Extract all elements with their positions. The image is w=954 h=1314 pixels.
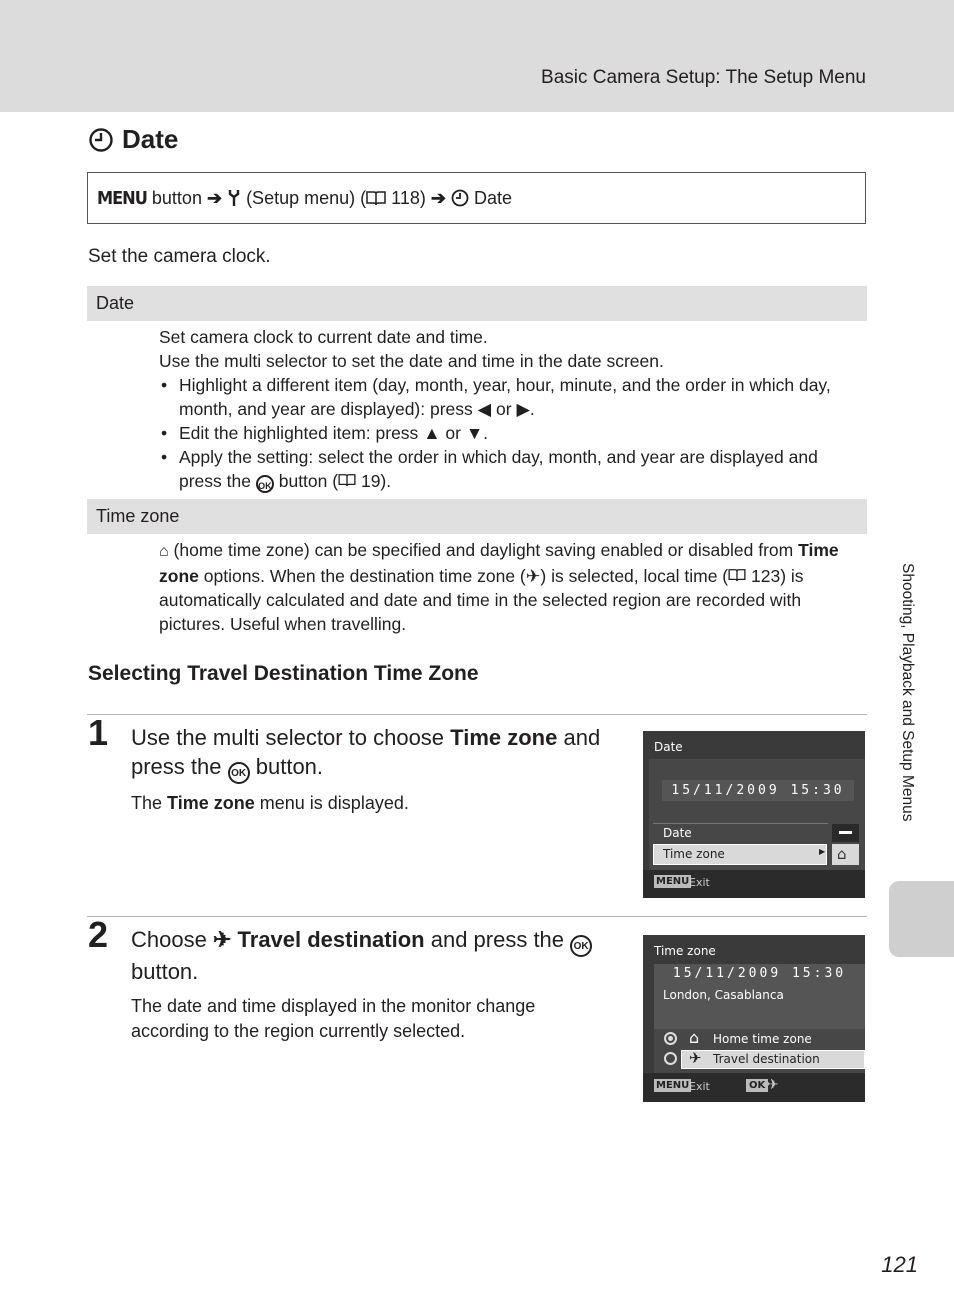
ok-button-icon: OK bbox=[256, 475, 274, 493]
clock-icon bbox=[88, 127, 114, 153]
screen1-home-badge bbox=[832, 844, 859, 865]
bullet1-or: or bbox=[496, 399, 512, 419]
step1-desc-b: menu is displayed. bbox=[259, 793, 409, 813]
home-icon: ⌂ bbox=[159, 543, 169, 560]
date-line-2: Use the multi selector to set the date and time in the date screen. bbox=[159, 351, 664, 371]
triangle-left-icon: ◀ bbox=[477, 399, 492, 419]
book-reference-icon-2 bbox=[338, 473, 356, 487]
screen2-exit: Exit bbox=[689, 1080, 710, 1093]
menu-button-icon: MENU bbox=[97, 187, 147, 209]
radio-unselected-icon bbox=[664, 1052, 677, 1065]
step1-desc-a: The bbox=[131, 793, 163, 813]
tz-text-5: 123) is automatically calculated and date and time in the selected region are recorded with pictures. Useful when travelling. bbox=[159, 566, 804, 634]
screen1-row-date: Date bbox=[663, 826, 692, 840]
section-heading-date: Date bbox=[87, 286, 867, 321]
bullet3-text: Apply the setting: select the order in which day, month, and year are displayed and press the bbox=[179, 447, 818, 491]
step-1-title bbox=[131, 723, 611, 784]
intro-text: Set the camera clock. bbox=[88, 246, 271, 267]
nav-text-2: (Setup menu) ( bbox=[246, 187, 367, 208]
ok-button-icon-2: OK bbox=[228, 762, 250, 784]
bullet2-or: or bbox=[445, 423, 461, 443]
step2-title-a: Choose bbox=[131, 927, 207, 952]
screen1-exit: Exit bbox=[689, 876, 710, 889]
screen2-datetime: 15/11/2009 15:30 bbox=[672, 966, 847, 981]
airplane-icon-screen2: ✈ bbox=[689, 1049, 702, 1067]
screen1-arrow-icon: ▶ bbox=[819, 847, 826, 856]
ok-key-icon: OK bbox=[746, 1079, 768, 1092]
camera-screen-time-zone bbox=[643, 935, 865, 1102]
step2-title-b: and press the bbox=[430, 927, 565, 952]
menu-path-box bbox=[87, 172, 866, 224]
running-head: Basic Camera Setup: The Setup Menu bbox=[541, 67, 866, 88]
screen2-option-home: Home time zone bbox=[713, 1032, 812, 1046]
radio-selected-icon bbox=[664, 1032, 677, 1045]
step-2-number: 2 bbox=[88, 914, 109, 955]
bullet2-text: Edit the highlighted item: press bbox=[179, 423, 419, 443]
home-icon-screen2: ⌂ bbox=[689, 1028, 700, 1047]
side-tab-text: Shooting, Playback and Setup Menus bbox=[899, 563, 916, 822]
menu-key-icon: MENU bbox=[656, 876, 690, 887]
arrow-right-icon: ➔ bbox=[206, 187, 223, 208]
nav-text-1: button bbox=[151, 187, 202, 208]
step1-title-c: button. bbox=[255, 754, 324, 779]
step1-title-a: Use the multi selector to choose bbox=[131, 725, 445, 750]
nav-text-3: 118) bbox=[391, 187, 426, 208]
screen2-option-travel: Travel destination bbox=[713, 1052, 820, 1066]
airplane-icon-2: ✈ bbox=[212, 927, 232, 952]
tz-text-4: ) is selected, local time ( bbox=[540, 566, 729, 586]
triangle-right-icon: ▶ bbox=[516, 399, 530, 419]
book-reference-icon bbox=[366, 190, 386, 206]
triangle-up-icon: ▲ bbox=[423, 423, 441, 443]
screen1-row-time-zone: Time zone bbox=[663, 847, 725, 861]
step-2-title bbox=[131, 925, 611, 986]
nav-text-4: Date bbox=[473, 187, 512, 208]
step1-desc-bold: Time zone bbox=[167, 793, 255, 813]
section-side-tab bbox=[889, 881, 954, 957]
menu-key-icon-2: MENU bbox=[656, 1080, 690, 1091]
step1-title-b: and press the bbox=[131, 725, 601, 779]
screen2-city: London, Casablanca bbox=[663, 988, 784, 1002]
subheading: Selecting Travel Destination Time Zone bbox=[88, 662, 479, 685]
date-line-1: Set camera clock to current date and time. bbox=[159, 327, 488, 347]
step-1-desc bbox=[131, 791, 601, 816]
airplane-icon-footer: ✈ bbox=[767, 1077, 779, 1093]
page-title-row bbox=[88, 124, 178, 155]
page-title: Date bbox=[122, 124, 179, 154]
airplane-icon: ✈ bbox=[525, 566, 541, 586]
tz-text-1: (home time zone) can be specified and daylight saving enabled or disabled from bbox=[173, 540, 794, 560]
step-2-desc: The date and time displayed in the monitor change according to the region currently selected. bbox=[131, 996, 536, 1041]
screen1-datetime: 15/11/2009 15:30 bbox=[662, 780, 854, 801]
step1-title-bold: Time zone bbox=[450, 725, 558, 750]
header-band bbox=[0, 0, 954, 112]
book-reference-icon-3 bbox=[728, 568, 746, 582]
section-body-time-zone bbox=[159, 538, 859, 636]
date-bullet-1: • Highlight a different item (day, month, year, hour, minute, and the order in which day, month, and year are displayed): press ◀ or ▶. bbox=[159, 373, 859, 421]
triangle-down-icon: ▼ bbox=[465, 423, 484, 443]
date-bullet-2: • Edit the highlighted item: press ▲ or ▼. bbox=[159, 421, 859, 445]
section-heading-time-zone: Time zone bbox=[87, 499, 867, 534]
section-body-date bbox=[159, 325, 859, 493]
screen1-title: Date bbox=[654, 740, 683, 754]
page-number: 121 bbox=[881, 1252, 918, 1277]
step2-title-bold: Travel destination bbox=[237, 927, 425, 952]
screen2-title: Time zone bbox=[654, 944, 716, 958]
screen1-date-value bbox=[832, 824, 859, 842]
date-bullet-3 bbox=[159, 445, 859, 493]
step-1-number: 1 bbox=[88, 712, 109, 753]
bullet3-text-b: button ( bbox=[278, 471, 339, 491]
ok-button-icon-3: OK bbox=[570, 935, 592, 957]
clock-icon-small bbox=[451, 189, 469, 207]
tz-text-bold: Time zone bbox=[159, 540, 839, 586]
divider-1 bbox=[87, 714, 867, 715]
home-icon-screen1: ⌂ bbox=[837, 845, 847, 863]
bullet3-text-c: 19). bbox=[360, 471, 392, 491]
wrench-icon bbox=[227, 189, 241, 207]
divider-2 bbox=[87, 916, 867, 917]
camera-screen-date bbox=[643, 731, 865, 898]
tz-text-3: options. When the destination time zone ( bbox=[203, 566, 526, 586]
bullet1-text: Highlight a different item (day, month, year, hour, minute, and the order in which day, month, and year are displayed): press bbox=[179, 375, 831, 419]
screen1-divider bbox=[653, 823, 828, 824]
arrow-right-icon-2: ➔ bbox=[430, 187, 446, 208]
step2-title-c: button. bbox=[131, 959, 199, 984]
